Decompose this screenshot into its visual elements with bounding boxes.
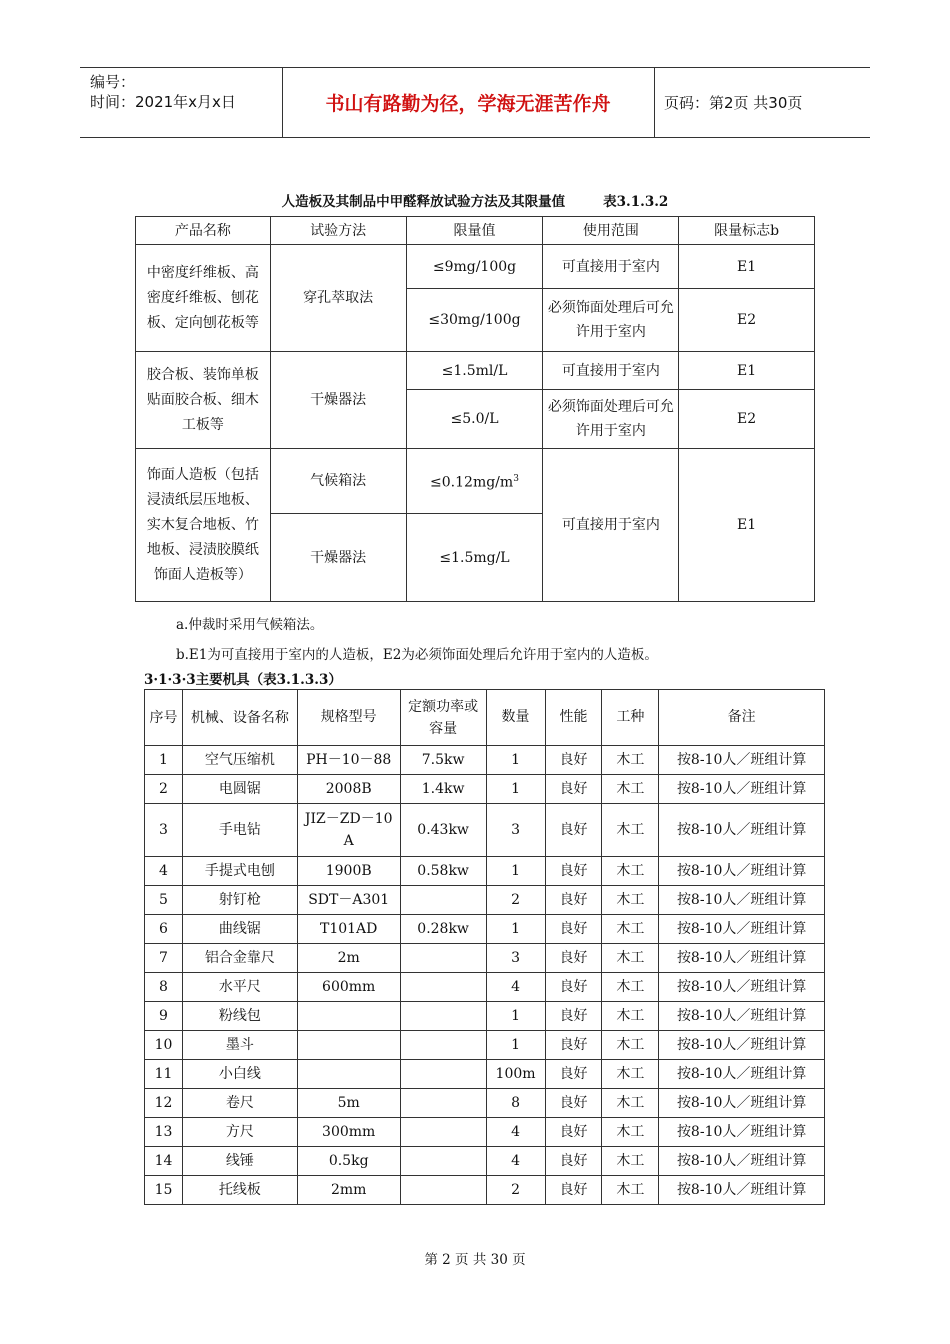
table-cell: 木工 bbox=[602, 1002, 659, 1031]
table-cell: 按8-10人／班组计算 bbox=[659, 857, 825, 886]
header-divider bbox=[654, 68, 655, 137]
table-cell: 良好 bbox=[545, 886, 602, 915]
table2-header-cell: 备注 bbox=[659, 690, 825, 746]
page-footer: 第 2 页 共 30 页 bbox=[424, 1252, 526, 1268]
table-row bbox=[145, 1060, 825, 1089]
table-cell: 电圆锯 bbox=[182, 775, 297, 804]
header-left bbox=[90, 72, 236, 112]
table-cell bbox=[400, 944, 486, 973]
table-cell: 木工 bbox=[602, 857, 659, 886]
table2-header-cell: 机械、设备名称 bbox=[182, 690, 297, 746]
table-cell bbox=[400, 1118, 486, 1147]
table1-row bbox=[136, 449, 815, 514]
table-cell: 按8-10人／班组计算 bbox=[659, 775, 825, 804]
scope-cell: 可直接用于室内 bbox=[543, 352, 679, 390]
product-name-cell: 饰面人造板（包括浸渍纸层压地板、实木复合地板、竹地板、浸渍胶膜纸饰面人造板等） bbox=[136, 449, 271, 602]
table-cell: 11 bbox=[145, 1060, 183, 1089]
table-cell: 良好 bbox=[545, 1002, 602, 1031]
table-cell bbox=[400, 1031, 486, 1060]
product-name-cell: 胶合板、装饰单板贴面胶合板、细木工板等 bbox=[136, 352, 271, 449]
table-cell: 1.4kw bbox=[400, 775, 486, 804]
table-cell: 按8-10人／班组计算 bbox=[659, 944, 825, 973]
table-cell: 良好 bbox=[545, 1089, 602, 1118]
table2-header-cell: 规格型号 bbox=[297, 690, 400, 746]
table-row bbox=[145, 1118, 825, 1147]
table1-header-cell: 试验方法 bbox=[270, 217, 406, 245]
table-cell: 8 bbox=[486, 1089, 545, 1118]
table-cell: 线锤 bbox=[182, 1147, 297, 1176]
table-row bbox=[145, 944, 825, 973]
table-cell: 0.58kw bbox=[400, 857, 486, 886]
table-cell: 木工 bbox=[602, 1118, 659, 1147]
table-cell: 3 bbox=[486, 804, 545, 857]
table1-row bbox=[136, 245, 815, 289]
test-method-cell: 干燥器法 bbox=[270, 514, 406, 602]
table-cell: 木工 bbox=[602, 1060, 659, 1089]
table-cell: 0.5kg bbox=[297, 1147, 400, 1176]
table-cell: 良好 bbox=[545, 973, 602, 1002]
table-cell: 1 bbox=[145, 746, 183, 775]
table-cell: 4 bbox=[486, 973, 545, 1002]
table2-header-cell: 工种 bbox=[602, 690, 659, 746]
table-cell: 良好 bbox=[545, 1031, 602, 1060]
unit-superscript: 3 bbox=[513, 474, 519, 485]
table-cell: 良好 bbox=[545, 1118, 602, 1147]
table-cell: 木工 bbox=[602, 1176, 659, 1205]
table-cell bbox=[297, 1060, 400, 1089]
table-cell: 按8-10人／班组计算 bbox=[659, 1002, 825, 1031]
table-cell bbox=[400, 886, 486, 915]
table-cell: 按8-10人／班组计算 bbox=[659, 1089, 825, 1118]
table-cell: 4 bbox=[486, 1118, 545, 1147]
table-cell: 10 bbox=[145, 1031, 183, 1060]
table-cell: 5m bbox=[297, 1089, 400, 1118]
table-cell bbox=[400, 1176, 486, 1205]
mark-cell: E1 bbox=[679, 449, 815, 602]
table-cell: 按8-10人／班组计算 bbox=[659, 804, 825, 857]
table-cell: 5 bbox=[145, 886, 183, 915]
header-motto: 书山有路勤为径，学海无涯苦作舟 bbox=[325, 93, 611, 115]
table-cell: 木工 bbox=[602, 775, 659, 804]
table1-caption bbox=[135, 190, 815, 210]
table-cell: 小白线 bbox=[182, 1060, 297, 1089]
page-header bbox=[80, 67, 870, 138]
scope-cell: 必须饰面处理后可允许用于室内 bbox=[543, 390, 679, 449]
table1-header-cell: 限量值 bbox=[406, 217, 543, 245]
table-row bbox=[145, 1176, 825, 1205]
table2-header-row bbox=[145, 690, 825, 746]
limit-value-cell: ≤5.0/L bbox=[406, 390, 543, 449]
table-cell bbox=[400, 973, 486, 1002]
table1-note-b: b.E1为可直接用于室内的人造板，E2为必须饰面处理后允许用于室内的人造板。 bbox=[176, 647, 658, 663]
table-cell: JIZ－ZD－10A bbox=[297, 804, 400, 857]
table-cell: 卷尺 bbox=[182, 1089, 297, 1118]
scope-cell: 可直接用于室内 bbox=[543, 449, 679, 602]
section-title: 3·1·3·3主要机具（表3.1.3.3） bbox=[144, 672, 342, 688]
table-cell: 射钉枪 bbox=[182, 886, 297, 915]
table-cell: 按8-10人／班组计算 bbox=[659, 973, 825, 1002]
table2-header-cell: 定额功率或容量 bbox=[400, 690, 486, 746]
table-row bbox=[145, 1089, 825, 1118]
table-cell: 木工 bbox=[602, 973, 659, 1002]
table-cell: 良好 bbox=[545, 1147, 602, 1176]
table-cell: 0.43kw bbox=[400, 804, 486, 857]
table-cell: 木工 bbox=[602, 886, 659, 915]
table2-header-cell: 序号 bbox=[145, 690, 183, 746]
table-cell bbox=[400, 1089, 486, 1118]
table-cell: 4 bbox=[486, 1147, 545, 1176]
table-cell: 按8-10人／班组计算 bbox=[659, 1031, 825, 1060]
table-row bbox=[145, 857, 825, 886]
table-cell: 2 bbox=[486, 886, 545, 915]
table-cell: 木工 bbox=[602, 1031, 659, 1060]
table-cell: 1900B bbox=[297, 857, 400, 886]
table-row bbox=[145, 804, 825, 857]
table-cell: 木工 bbox=[602, 944, 659, 973]
test-method-cell: 气候箱法 bbox=[270, 449, 406, 514]
table-cell bbox=[400, 1002, 486, 1031]
table-row bbox=[145, 973, 825, 1002]
table-cell bbox=[297, 1031, 400, 1060]
table-cell: 按8-10人／班组计算 bbox=[659, 1176, 825, 1205]
table-row bbox=[145, 1002, 825, 1031]
table-cell: 6 bbox=[145, 915, 183, 944]
table-cell: 4 bbox=[145, 857, 183, 886]
table-cell: 1 bbox=[486, 1031, 545, 1060]
table-cell: 空气压缩机 bbox=[182, 746, 297, 775]
table-cell: 木工 bbox=[602, 915, 659, 944]
table-cell: 按8-10人／班组计算 bbox=[659, 886, 825, 915]
table-cell: 1 bbox=[486, 775, 545, 804]
mark-cell: E1 bbox=[679, 352, 815, 390]
table-cell: 木工 bbox=[602, 804, 659, 857]
table-cell: 托线板 bbox=[182, 1176, 297, 1205]
table-cell: T101AD bbox=[297, 915, 400, 944]
limit-value-cell: ≤9mg/100g bbox=[406, 245, 543, 289]
table1-note-a: a.仲裁时采用气候箱法。 bbox=[176, 617, 324, 633]
table-cell: 木工 bbox=[602, 1147, 659, 1176]
table-cell: 良好 bbox=[545, 804, 602, 857]
table-cell: 3 bbox=[486, 944, 545, 973]
table-cell: PH－10－88 bbox=[297, 746, 400, 775]
doc-time-label: 时间：2021年x月x日 bbox=[90, 93, 236, 111]
doc-number-label: 编号： bbox=[90, 73, 136, 91]
table-row bbox=[145, 1147, 825, 1176]
table-cell: 良好 bbox=[545, 1060, 602, 1089]
table-cell: 良好 bbox=[545, 944, 602, 973]
table-cell: 7 bbox=[145, 944, 183, 973]
table-cell: 按8-10人／班组计算 bbox=[659, 1118, 825, 1147]
product-name-cell: 中密度纤维板、高密度纤维板、刨花板、定向刨花板等 bbox=[136, 245, 271, 352]
table-cell: 曲线锯 bbox=[182, 915, 297, 944]
table-cell: 良好 bbox=[545, 1176, 602, 1205]
table1-caption-text: 人造板及其制品中甲醛释放试验方法及其限量值 bbox=[281, 194, 566, 210]
table1-header-row bbox=[136, 217, 815, 245]
table-cell: 木工 bbox=[602, 1089, 659, 1118]
limit-value-cell bbox=[406, 449, 543, 514]
table-row bbox=[145, 915, 825, 944]
table-cell: 水平尺 bbox=[182, 973, 297, 1002]
table-cell: 按8-10人／班组计算 bbox=[659, 746, 825, 775]
table-cell: 1 bbox=[486, 857, 545, 886]
test-method-cell: 干燥器法 bbox=[270, 352, 406, 449]
table-cell: 1 bbox=[486, 915, 545, 944]
formaldehyde-limit-table bbox=[135, 216, 815, 602]
table-cell: 9 bbox=[145, 1002, 183, 1031]
table-cell: 8 bbox=[145, 973, 183, 1002]
table-cell: 木工 bbox=[602, 746, 659, 775]
table-cell: 手电钻 bbox=[182, 804, 297, 857]
limit-value-cell: ≤30mg/100g bbox=[406, 289, 543, 352]
table-cell: 600mm bbox=[297, 973, 400, 1002]
table-row bbox=[145, 746, 825, 775]
table-cell: 墨斗 bbox=[182, 1031, 297, 1060]
table2-header-cell: 数量 bbox=[486, 690, 545, 746]
table-cell: 14 bbox=[145, 1147, 183, 1176]
table-cell: 方尺 bbox=[182, 1118, 297, 1147]
table-cell: 2 bbox=[486, 1176, 545, 1205]
table-cell: 粉线包 bbox=[182, 1002, 297, 1031]
table-cell: 100m bbox=[486, 1060, 545, 1089]
table-row bbox=[145, 1031, 825, 1060]
test-method-cell: 穿孔萃取法 bbox=[270, 245, 406, 352]
table-cell: 7.5kw bbox=[400, 746, 486, 775]
table-cell bbox=[400, 1147, 486, 1176]
limit-value-cell: ≤1.5mg/L bbox=[406, 514, 543, 602]
table-cell: 按8-10人／班组计算 bbox=[659, 1147, 825, 1176]
table-cell bbox=[400, 1060, 486, 1089]
table-cell: 良好 bbox=[545, 775, 602, 804]
table1-header-cell: 使用范围 bbox=[543, 217, 679, 245]
scope-cell: 可直接用于室内 bbox=[543, 245, 679, 289]
limit-value-text: ≤0.12mg/m bbox=[430, 474, 514, 491]
mark-cell: E1 bbox=[679, 245, 815, 289]
table-cell: SDT－A301 bbox=[297, 886, 400, 915]
table1-header-cell: 限量标志b bbox=[679, 217, 815, 245]
table1-header-cell: 产品名称 bbox=[136, 217, 271, 245]
table-cell: 13 bbox=[145, 1118, 183, 1147]
table-cell: 手提式电刨 bbox=[182, 857, 297, 886]
table-cell: 良好 bbox=[545, 857, 602, 886]
table-cell: 铝合金靠尺 bbox=[182, 944, 297, 973]
main-tools-table bbox=[144, 689, 825, 1205]
scope-cell: 必须饰面处理后可允许用于室内 bbox=[543, 289, 679, 352]
table-cell: 0.28kw bbox=[400, 915, 486, 944]
table-cell: 2 bbox=[145, 775, 183, 804]
header-page-label: 页码：第2页 共30页 bbox=[664, 94, 803, 112]
table-cell: 15 bbox=[145, 1176, 183, 1205]
limit-value-cell: ≤1.5ml/L bbox=[406, 352, 543, 390]
table-row bbox=[145, 775, 825, 804]
table-cell: 按8-10人／班组计算 bbox=[659, 1060, 825, 1089]
table-cell bbox=[297, 1002, 400, 1031]
table-cell: 1 bbox=[486, 1002, 545, 1031]
table-cell: 1 bbox=[486, 746, 545, 775]
mark-cell: E2 bbox=[679, 390, 815, 449]
table-cell: 3 bbox=[145, 804, 183, 857]
table-cell: 2008B bbox=[297, 775, 400, 804]
table-cell: 按8-10人／班组计算 bbox=[659, 915, 825, 944]
table-cell: 良好 bbox=[545, 915, 602, 944]
table2-body bbox=[145, 746, 825, 1205]
table-cell: 12 bbox=[145, 1089, 183, 1118]
table-cell: 300mm bbox=[297, 1118, 400, 1147]
table-cell: 良好 bbox=[545, 746, 602, 775]
table-row bbox=[145, 886, 825, 915]
table-cell: 2m bbox=[297, 944, 400, 973]
table1-caption-number: 表3.1.3.2 bbox=[603, 194, 669, 210]
table1-row bbox=[136, 352, 815, 390]
mark-cell: E2 bbox=[679, 289, 815, 352]
table2-header-cell: 性能 bbox=[545, 690, 602, 746]
table-cell: 2mm bbox=[297, 1176, 400, 1205]
